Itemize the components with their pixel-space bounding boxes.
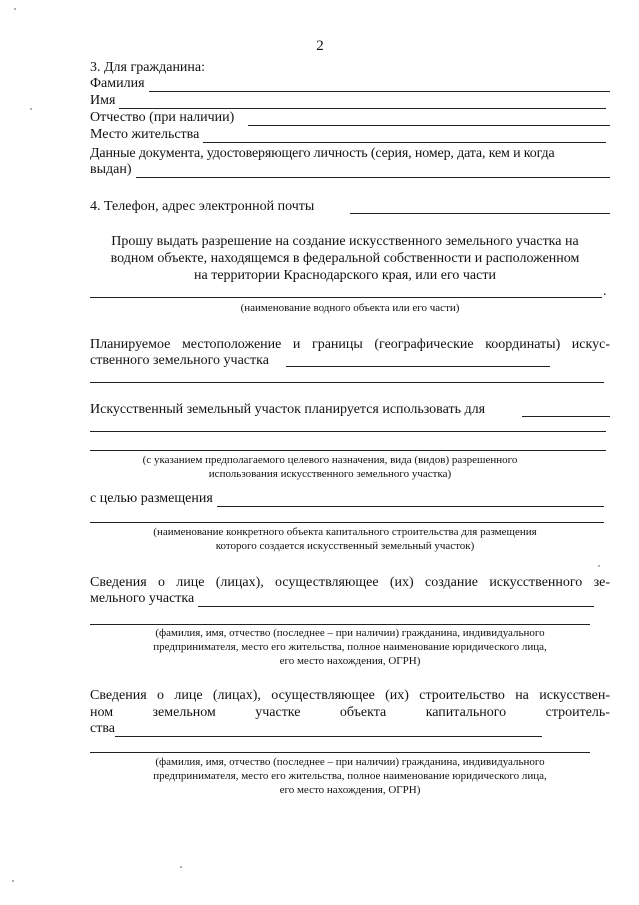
purpose-row [90,491,604,507]
name-row [90,93,606,109]
purpose-field-2[interactable] [90,522,604,523]
purpose-caption-1: (наименование конкретного объекта капитального строительства для размещения [153,526,537,538]
builder-field-2[interactable] [90,752,590,753]
creator-field-2[interactable] [90,624,590,625]
request-line-3: на территории Краснодарского края, или его части [194,268,496,283]
usage-field-2[interactable] [90,431,606,432]
id-document-row [90,162,610,178]
water-object-caption: (наименование водного объекта или его части) [240,302,460,314]
builder-word: объекта [339,705,387,720]
usage-caption-1: (с указанием предполагаемого целевого назначения, вида (видов) разрешенного [142,454,518,466]
builder-caption-2: предпринимателя, место его жительства, полное наименование юридического лица, [153,770,547,782]
surname-label: Фамилия [90,76,145,91]
water-object-end-dot: . [603,284,607,299]
usage-label: Искусственный земельный участок планируется использовать для [90,402,486,417]
builder-line-3: ства [90,721,115,736]
residence-label: Место жительства [90,127,200,142]
purpose-field-1[interactable] [217,493,604,507]
request-line-1: Прошу выдать разрешение на создание искусственного земельного участка на [111,234,579,249]
residence-field[interactable] [203,129,606,143]
creator-caption-1: (фамилия, имя, отчество (последнее – при наличии) гражданина, индивидуального [155,627,545,639]
builder-caption-3: его место нахождения, ОГРН) [279,784,421,796]
builder-line-1: Сведения о лице (лицах), осуществляющее (их) строительство на искусствен- [90,688,610,703]
builder-word: строитель- [545,705,610,720]
patronymic-row [90,110,610,126]
purpose-label: с целью размещения [90,491,213,506]
id-document-label-cont: выдан) [90,162,132,177]
id-document-field[interactable] [136,164,610,178]
scan-speck [180,866,182,868]
patronymic-field[interactable] [248,112,610,126]
section3-heading: 3. Для гражданина: [90,60,206,75]
location-field-1[interactable] [286,366,550,367]
water-object-field[interactable] [90,297,602,298]
builder-word: участке [255,705,301,720]
usage-caption-2: использования искусственного земельного участка) [208,468,452,480]
phone-email-field[interactable] [350,213,610,214]
usage-field-1[interactable] [522,416,610,417]
builder-row [90,721,542,737]
builder-line-2 [90,704,610,721]
builder-field-1[interactable] [115,723,542,737]
creator-field-1[interactable] [198,593,594,607]
creator-caption-3: его место нахождения, ОГРН) [279,655,421,667]
location-line-1: Планируемое местоположение и границы (географические координаты) искус- [90,337,610,352]
creator-row [90,591,594,607]
location-line-2: ственного земельного участка [90,353,269,368]
usage-field-3[interactable] [90,450,606,451]
scan-speck [12,880,14,882]
scan-speck [14,8,16,10]
builder-word: ном [90,705,114,720]
name-field[interactable] [119,95,606,109]
builder-word: земельном [152,705,216,720]
purpose-caption-2: которого создается искусственный земельный участок) [215,540,475,552]
builder-word: капитального [425,705,507,720]
page-number: 2 [316,38,324,54]
surname-row [90,76,610,92]
builder-caption-1: (фамилия, имя, отчество (последнее – при наличии) гражданина, индивидуального [155,756,545,768]
creator-line-2: мельного участка [90,591,195,606]
residence-row [90,127,606,143]
request-line-2: водном объекте, находящемся в федеральной собственности и расположенном [110,251,580,266]
scan-speck [30,108,32,110]
creator-caption-2: предпринимателя, место его жительства, полное наименование юридического лица, [153,641,547,653]
creator-line-1: Сведения о лице (лицах), осуществляющее (их) создание искусственного зе- [90,575,610,590]
location-field-2[interactable] [90,382,604,383]
id-document-label: Данные документа, удостоверяющего личность (серия, номер, дата, кем и когда [90,146,555,161]
phone-email-label: 4. Телефон, адрес электронной почты [90,199,315,214]
name-label: Имя [90,93,116,108]
patronymic-label: Отчество (при наличии) [90,110,235,125]
surname-field[interactable] [149,78,610,92]
scan-speck [598,565,600,567]
